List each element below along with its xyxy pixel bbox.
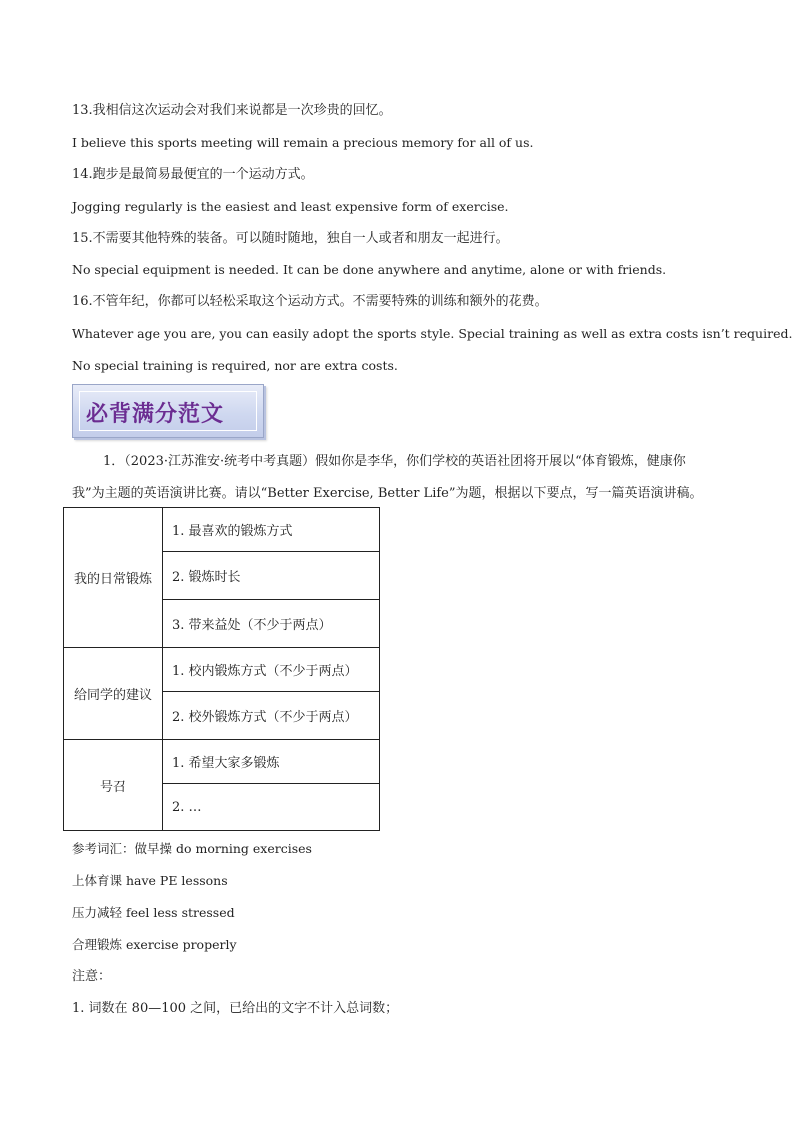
sentence-16-chinese: 16.不管年纪，你都可以轻松采取这个运动方式。不需要特殊的训练和额外的花费。	[72, 294, 548, 309]
sentence-13-english: I believe this sports meeting will remain a precious memory for all of us.	[72, 135, 534, 150]
sentence-13-chinese: 13.我相信这次运动会对我们来说都是一次珍贵的回忆。	[72, 103, 392, 118]
table-cell: 3. 带来益处（不少于两点）	[163, 600, 380, 648]
notes-title: 注意：	[72, 969, 112, 984]
vocab-item: 合理锻炼 exercise properly	[72, 937, 237, 952]
sentence-16-english: Whatever age you are, you can easily adopt the sports style. Special training as well as extra costs isn’t required.	[72, 326, 793, 341]
table-cell: 1. 校内锻炼方式（不少于两点）	[163, 648, 380, 692]
sentence-15-english: No special equipment is needed. It can be done anywhere and anytime, alone or with friends.	[72, 262, 667, 277]
requirements-table	[63, 507, 380, 831]
table-category: 号召	[64, 740, 163, 831]
sentence-14-chinese: 14.跑步是最简易最便宜的一个运动方式。	[72, 167, 314, 182]
section-banner	[72, 384, 264, 438]
table-row	[64, 740, 380, 784]
table-category: 给同学的建议	[64, 648, 163, 740]
task-prompt-line2: 我”为主题的英语演讲比赛。请以“Better Exercise, Better Life”为题，根据以下要点，写一篇英语演讲稿。	[72, 486, 703, 501]
table-row	[64, 508, 380, 552]
table-category: 我的日常锻炼	[64, 508, 163, 648]
table-cell: 1. 希望大家多锻炼	[163, 740, 380, 784]
table-cell: 2. …	[163, 784, 380, 831]
vocab-item: 压力减轻 feel less stressed	[72, 905, 235, 920]
vocab-item: 上体育课 have PE lessons	[72, 873, 228, 888]
table-cell: 1. 最喜欢的锻炼方式	[163, 508, 380, 552]
table-cell: 2. 校外锻炼方式（不少于两点）	[163, 692, 380, 740]
vocab-item: 参考词汇：做早操 do morning exercises	[72, 841, 312, 856]
sentence-15-chinese: 15.不需要其他特殊的装备。可以随时随地，独自一人或者和朋友一起进行。	[72, 231, 509, 246]
table-cell: 2. 锻炼时长	[163, 552, 380, 600]
sentence-16-english-alt: No special training is required, nor are extra costs.	[72, 358, 398, 373]
task-prompt-line1: 1．（2023·江苏淮安·统考中考真题）假如你是李华，你们学校的英语社团将开展以“体育锻炼，健康你	[103, 454, 686, 469]
note-item: 1. 词数在 80—100 之间，已给出的文字不计入总词数；	[72, 1001, 399, 1016]
table-row	[64, 648, 380, 692]
sentence-14-english: Jogging regularly is the easiest and least expensive form of exercise.	[72, 199, 509, 214]
section-title: 必背满分范文	[86, 402, 225, 427]
